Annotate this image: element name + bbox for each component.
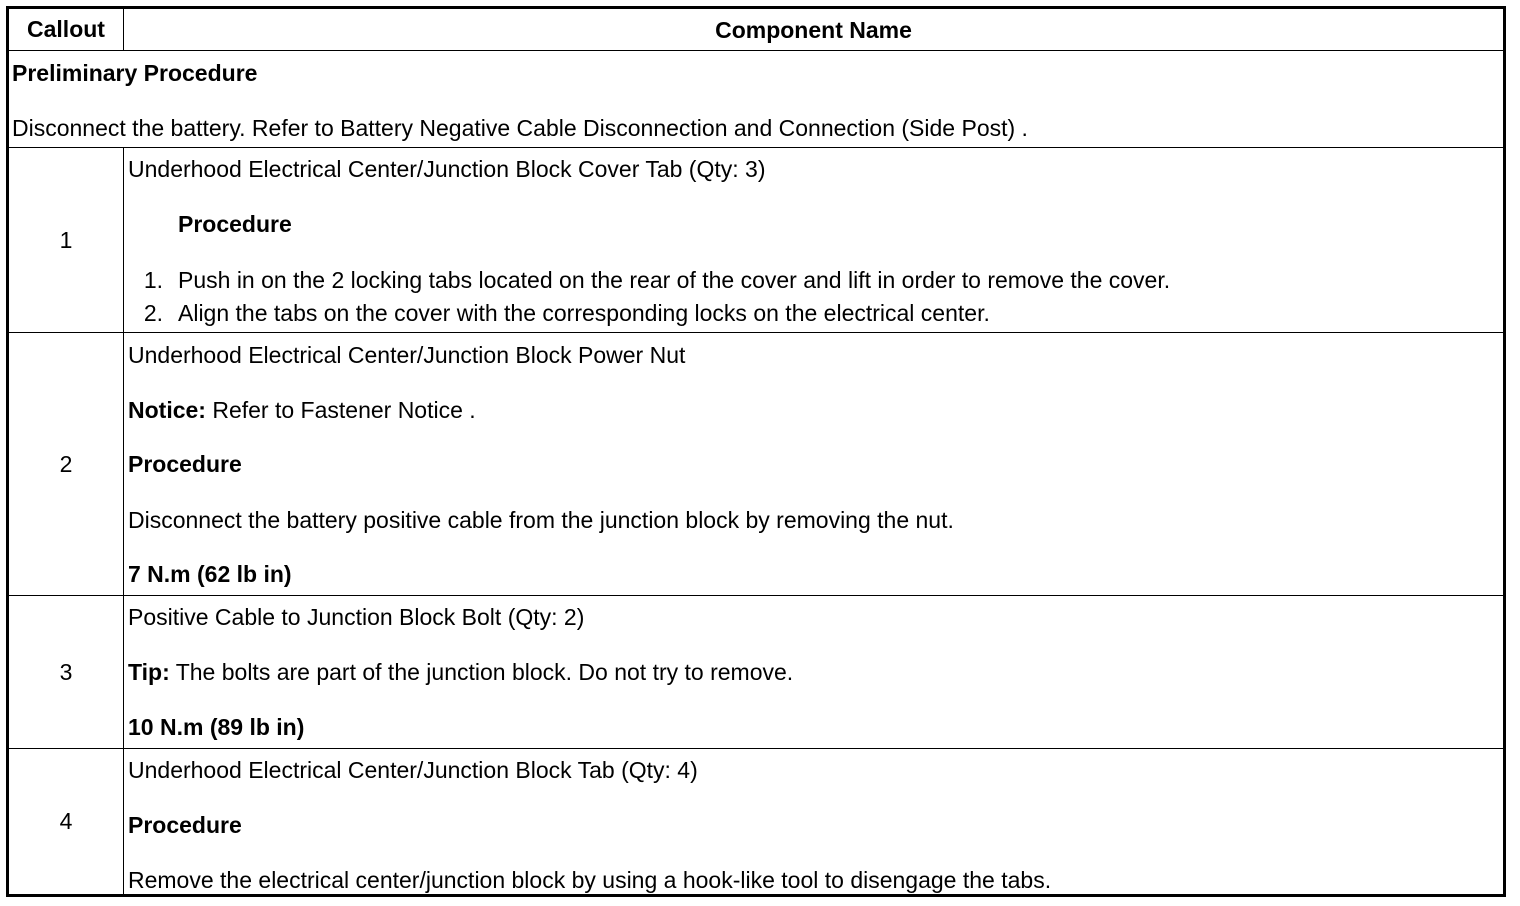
- procedure-label-4: Procedure: [128, 812, 242, 838]
- callout-1: 1: [9, 148, 124, 332]
- table-row-4: [9, 749, 1503, 894]
- torque-spec-2: 7 N.m (62 lb in): [128, 561, 292, 587]
- table-header-row: [9, 9, 1503, 51]
- header-callout: Callout: [9, 9, 124, 50]
- step-number-2: 2.: [143, 300, 163, 326]
- procedure-table: [6, 6, 1506, 897]
- tip-text: The bolts are part of the junction block. Do not try to remove.: [169, 659, 794, 685]
- step-number-1: 1.: [143, 267, 163, 293]
- table-row-3: [9, 596, 1503, 749]
- step-text-2: Align the tabs on the cover with the corresponding locks on the electrical center.: [178, 300, 990, 326]
- procedure-text-2: Disconnect the battery positive cable from the junction block by removing the nut.: [128, 507, 954, 533]
- notice-label: Notice:: [128, 397, 206, 423]
- callout-2: 2: [9, 333, 124, 595]
- tip-label: Tip:: [128, 659, 170, 685]
- procedure-text-4: Remove the electrical center/junction block by using a hook-like tool to disengage the tabs.: [128, 867, 1052, 893]
- callout-4: 4: [9, 749, 124, 894]
- component-name-1: Underhood Electrical Center/Junction Block Cover Tab (Qty: 3): [128, 156, 766, 182]
- notice-line: [128, 397, 476, 423]
- component-name-4: Underhood Electrical Center/Junction Block Tab (Qty: 4): [128, 757, 698, 783]
- component-name-2: Underhood Electrical Center/Junction Block Power Nut: [128, 342, 686, 368]
- table-row-2: [9, 333, 1503, 596]
- callout-3: 3: [9, 596, 124, 748]
- preliminary-text: Disconnect the battery. Refer to Battery Negative Cable Disconnection and Connection (Side Post) .: [12, 115, 1028, 141]
- notice-text: Refer to Fastener Notice .: [205, 397, 476, 423]
- header-component-name: Component Name: [715, 17, 912, 43]
- table-row-1: [9, 148, 1503, 333]
- preliminary-title: Preliminary Procedure: [12, 60, 258, 86]
- preliminary-row: [9, 51, 1503, 148]
- procedure-label-1: Procedure: [178, 211, 292, 237]
- tip-line: [128, 659, 793, 685]
- torque-spec-3: 10 N.m (89 lb in): [128, 714, 305, 740]
- component-name-3: Positive Cable to Junction Block Bolt (Qty: 2): [128, 604, 585, 630]
- procedure-label-2: Procedure: [128, 451, 242, 477]
- step-text-1: Push in on the 2 locking tabs located on the rear of the cover and lift in order to remove the cover.: [178, 267, 1171, 293]
